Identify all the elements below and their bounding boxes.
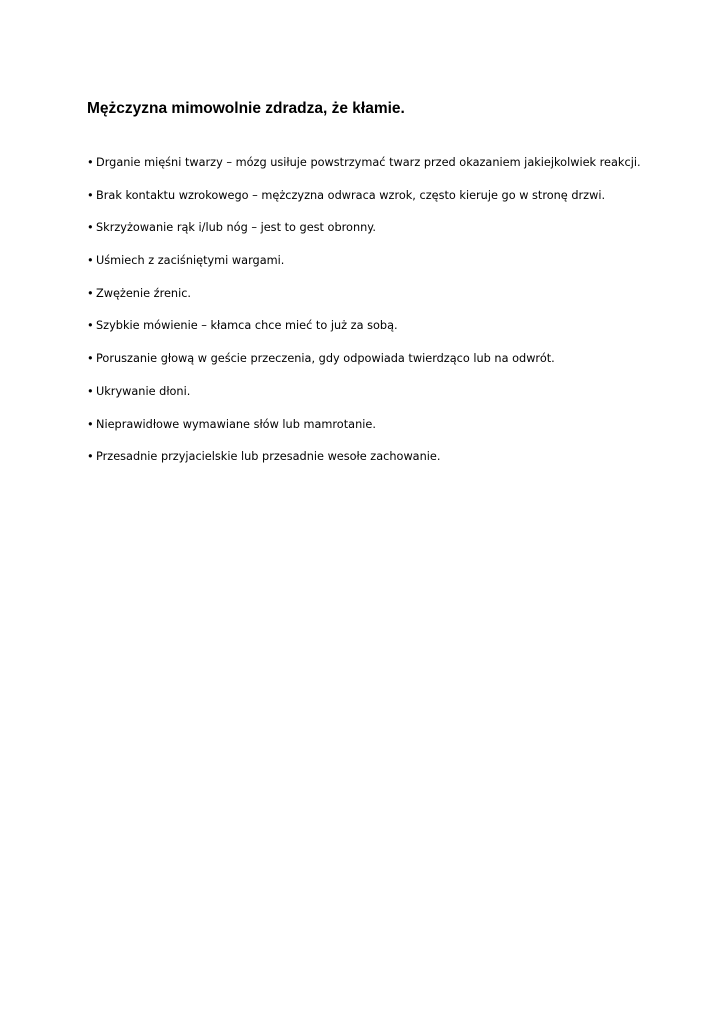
list-item-text: Uśmiech z zaciśniętymi wargami.: [96, 254, 285, 268]
bullet-icon: •: [87, 188, 94, 202]
bullet-icon: •: [87, 319, 94, 333]
bullet-icon: •: [87, 384, 94, 398]
list-item: [87, 350, 641, 383]
bullet-icon: •: [87, 286, 94, 300]
list-item: [87, 252, 641, 285]
list-item: [87, 187, 641, 220]
bullet-icon: •: [87, 221, 94, 235]
list-item-text: Szybkie mówienie – kłamca chce mieć to już za sobą.: [96, 319, 398, 333]
list-item-text: Brak kontaktu wzrokowego – mężczyzna odwraca wzrok, często kieruje go w stronę drzwi.: [96, 188, 606, 202]
list-item-text: Skrzyżowanie rąk i/lub nóg – jest to gest obronny.: [96, 221, 376, 235]
list-item-text: Poruszanie głową w geście przeczenia, gdy odpowiada twierdząco lub na odwrót.: [96, 352, 555, 366]
document-title: Mężczyzna mimowolnie zdradza, że kłamie.: [87, 100, 405, 117]
bullet-icon: •: [87, 352, 94, 366]
list-item-text: Drganie mięśni twarzy – mózg usiłuje powstrzymać twarz przed okazaniem jakiejkolwiek reakcji.: [96, 156, 641, 169]
list-item-text: Ukrywanie dłoni.: [96, 384, 191, 398]
list-item: [87, 219, 641, 252]
list-item: [87, 154, 641, 187]
list-item: [87, 448, 641, 481]
bullet-list: [87, 154, 641, 481]
list-item-text: Zwężenie źrenic.: [96, 286, 192, 300]
list-item-text: Przesadnie przyjacielskie lub przesadnie wesołe zachowanie.: [96, 450, 441, 464]
bullet-icon: •: [87, 254, 94, 268]
bullet-icon: •: [87, 450, 94, 464]
list-item: [87, 317, 641, 350]
list-item-text: Nieprawidłowe wymawiane słów lub mamrotanie.: [96, 417, 376, 431]
bullet-icon: •: [87, 156, 94, 169]
list-item: [87, 416, 641, 449]
list-item: [87, 285, 641, 318]
bullet-icon: •: [87, 417, 94, 431]
list-item: [87, 383, 641, 416]
